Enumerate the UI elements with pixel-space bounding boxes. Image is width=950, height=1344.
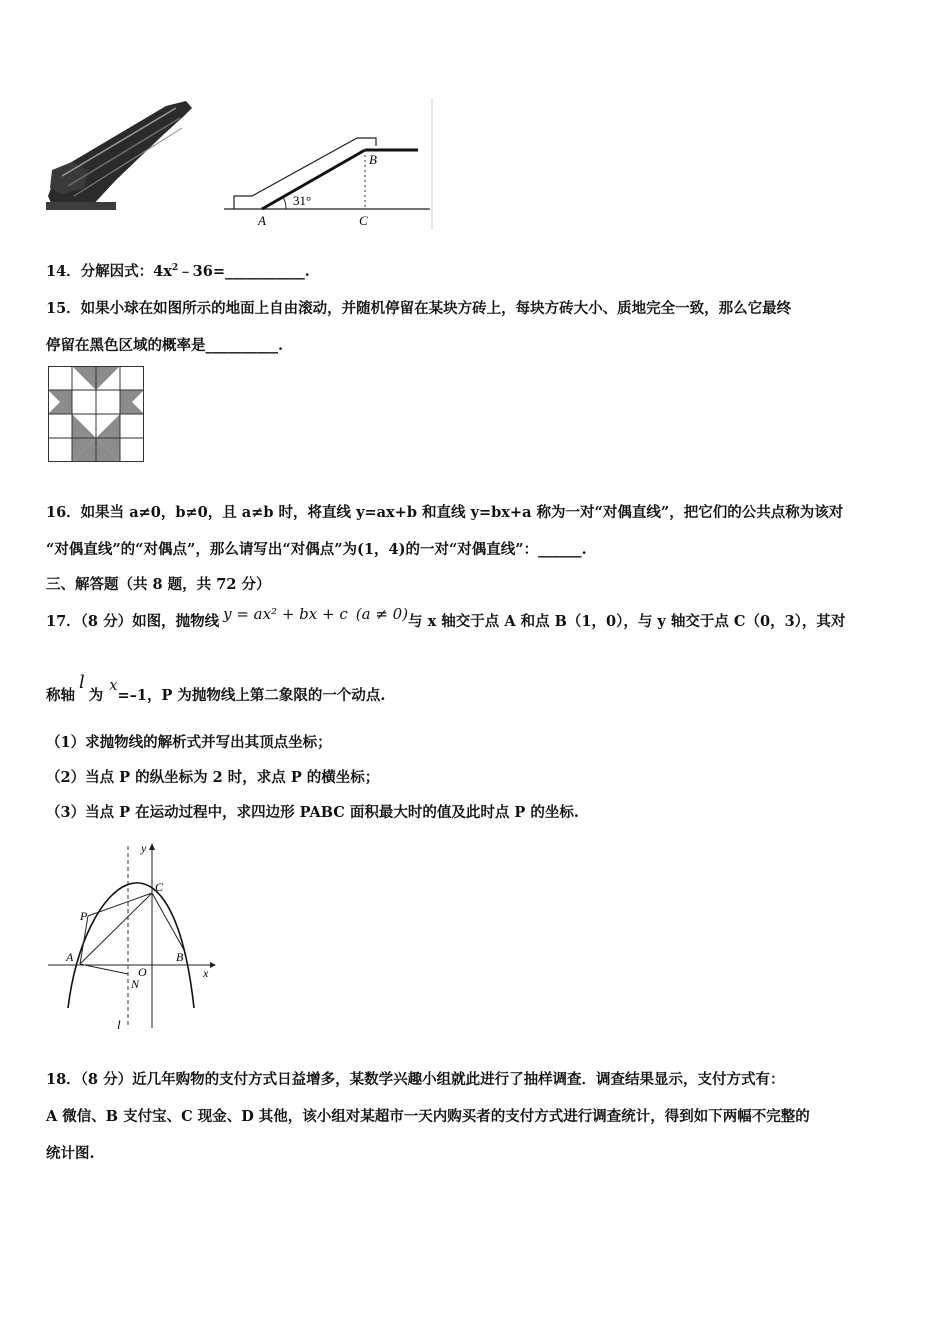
question-17-sub3: （3）当点 P 在运动过程中，求四边形 PABC 面积最大时的值及此时点 P 的坐标. — [46, 804, 579, 821]
point-A-label: A — [66, 950, 74, 964]
q17-axis-rest: =–1，P 为抛物线上第二象限的一个动点. — [117, 687, 386, 704]
q17-formula: y = ax² + bx + c — [223, 605, 348, 623]
point-N-label: N — [131, 977, 140, 991]
question-16-line2 — [46, 538, 587, 559]
point-B-label: B — [176, 950, 184, 964]
question-15-line1: 15．如果小球在如图所示的地面上自由滚动，并随机停留在某块方砖上，每块方砖大小、质地完全一致，那么它最终 — [46, 300, 792, 317]
q14-end: . — [304, 263, 310, 280]
axis-y-label: y — [141, 841, 147, 855]
tile-grid-figure — [48, 366, 144, 462]
q15-blank[interactable]: __________ — [205, 337, 278, 354]
parabola-figure — [44, 838, 224, 1034]
q17-axis-x: x — [109, 678, 118, 694]
q14-text: 14．分解因式：4x — [46, 263, 172, 280]
q15-line2-text: 停留在黑色区域的概率是 — [46, 337, 206, 354]
q17-mid: 与 x 轴交于点 A 和点 B（1，0），与 y 轴交于点 C（0，3），其对 — [408, 613, 846, 630]
question-18-line2: A 微信、B 支付宝、C 现金、D 其他，该小组对某超市一天内购买者的支付方式进行调查统计，得到如下两幅不完整的 — [46, 1108, 810, 1125]
q17-axis-prefix: 称轴 — [46, 687, 75, 704]
label-C: C — [359, 213, 368, 228]
question-17-sub2: （2）当点 P 的纵坐标为 2 时，求点 P 的横坐标； — [46, 769, 380, 786]
question-14 — [46, 260, 310, 281]
escalator-photo — [44, 98, 194, 216]
q14-rest: ﹣36= — [178, 263, 226, 280]
line-l-label: l — [117, 1017, 121, 1032]
q16-line2-text: “对偶直线”的“对偶点”，那么请写出“对偶点”为(1，4)的一对“对偶直线”： — [46, 541, 539, 558]
question-16-line1: 16．如果当 a≠0，b≠0，且 a≠b 时，将直线 y=ax+b 和直线 y=bx+a 称为一对“对偶直线”，把它们的公共点称为该对 — [46, 504, 844, 521]
q17-condition: (a ≠ 0) — [355, 605, 409, 623]
question-15-line2 — [46, 334, 283, 355]
point-O-label: O — [138, 965, 147, 979]
q16-end: . — [581, 541, 587, 558]
q15-end: . — [278, 337, 284, 354]
question-18-line1: 18．（8 分）近几年购物的支付方式日益增多，某数学兴趣小组就此进行了抽样调查．调查结果显示，支付方式有： — [46, 1071, 785, 1088]
question-17-line1 — [46, 605, 846, 631]
point-C-label: C — [155, 880, 164, 894]
label-B: B — [369, 152, 377, 167]
axis-x-label: x — [203, 966, 209, 980]
q17-axis-wei: 为 — [88, 687, 104, 704]
angle-label: 31° — [293, 193, 312, 208]
q17-axis-l: l — [79, 672, 85, 693]
question-17-line2 — [46, 672, 386, 705]
escalator-diagram — [222, 98, 434, 230]
q14-blank[interactable]: ___________ — [225, 263, 305, 280]
section-3-heading: 三、解答题（共 8 题，共 72 分） — [46, 576, 271, 593]
point-P-label: P — [80, 909, 88, 923]
question-18-line3: 统计图. — [46, 1145, 95, 1162]
q14-sup: 2 — [171, 263, 179, 274]
question-17-sub1: （1）求抛物线的解析式并写出其顶点坐标； — [46, 734, 332, 751]
label-A: A — [258, 213, 266, 228]
q17-prefix: 17．（8 分）如图，抛物线 — [46, 613, 220, 630]
q16-blank[interactable]: ______ — [538, 541, 582, 558]
